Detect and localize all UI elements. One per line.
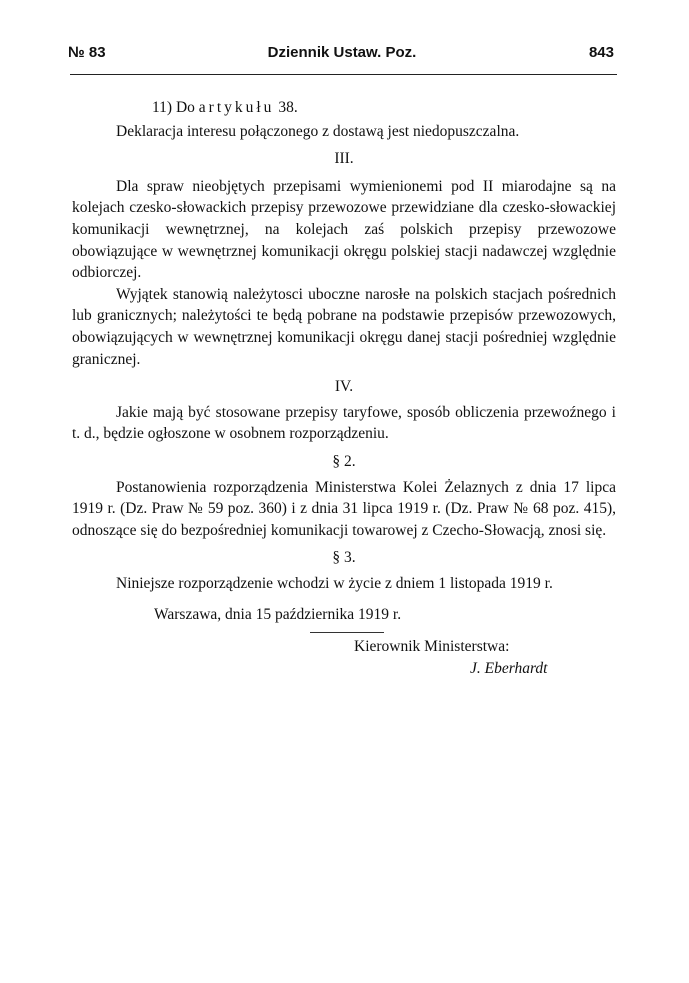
- header-rule: [70, 74, 617, 75]
- item-11-tail: 38.: [274, 99, 298, 116]
- item-11-number: 11) Do: [152, 99, 199, 116]
- section-roman-3: III.: [334, 150, 354, 168]
- date-line: Warszawa, dnia 15 października 1919 r.: [154, 606, 402, 624]
- signature-name: J. Eberhardt: [470, 659, 548, 677]
- closing-rule: [310, 632, 384, 633]
- item-11-heading: [152, 97, 616, 119]
- paragraph-2-heading: § 2.: [332, 452, 356, 470]
- paragraph-3b: Wyjątek stanowią należytosci uboczne narosłe na polskich stacjach pośrednich lub granicznych; należytości te będą pobrane na podstawie przepisów przewozowych, obowiązujących w wewnętrznej komunikacji okręgu danej stacji pośredniej względnie granicznej.: [72, 285, 616, 368]
- document-body: [72, 97, 616, 679]
- issue-number: № 83: [68, 44, 106, 61]
- declaration-paragraph: Deklaracja interesu połączonego z dostawą jest niedopuszczalna.: [116, 122, 520, 140]
- item-11-word: artykułu: [198, 99, 275, 116]
- journal-title: Dziennik Ustaw. Poz.: [267, 44, 417, 61]
- paragraph-4: Jakie mają być stosowane przepisy taryfowe, sposób obliczenia przewoźnego i t. d., będzie ogłoszone w osobnem rozporządzeniu.: [72, 403, 616, 443]
- paragraph-3a: Dla spraw nieobjętych przepisami wymienionemi pod II miarodajne są na kolejach czesko-słowackich przepisy przewozowe przewidziane dla czesko-słowackiej komunikacji wewnętrznej, na kolejach zaś polskich przepisy przewozowe obowiązujące w wewnętrznej komunikacji okręgu polskiej stacji nadawczej względnie odbiorczej.: [72, 177, 616, 282]
- signature-title: Kierownik Ministerstwa:: [354, 638, 510, 656]
- paragraph-2-text: Postanowienia rozporządzenia Ministerstwa Kolei Żelaznych z dnia 17 lipca 1919 r. (Dz. Praw № 59 poz. 360) i z dnia 31 lipca 1919 r. (Dz. Praw № 68 poz. 415), odnoszące się do bezpośredniej komunikacji towarowej z Czecho-Słowacją, znosi się.: [72, 478, 616, 539]
- page-number: 843: [588, 44, 614, 61]
- page-header: [68, 44, 616, 66]
- section-roman-4: IV.: [334, 378, 354, 396]
- paragraph-3-text: Niniejsze rozporządzenie wchodzi w życie z dniem 1 listopada 1919 r.: [116, 574, 553, 592]
- paragraph-3-heading: § 3.: [332, 549, 356, 567]
